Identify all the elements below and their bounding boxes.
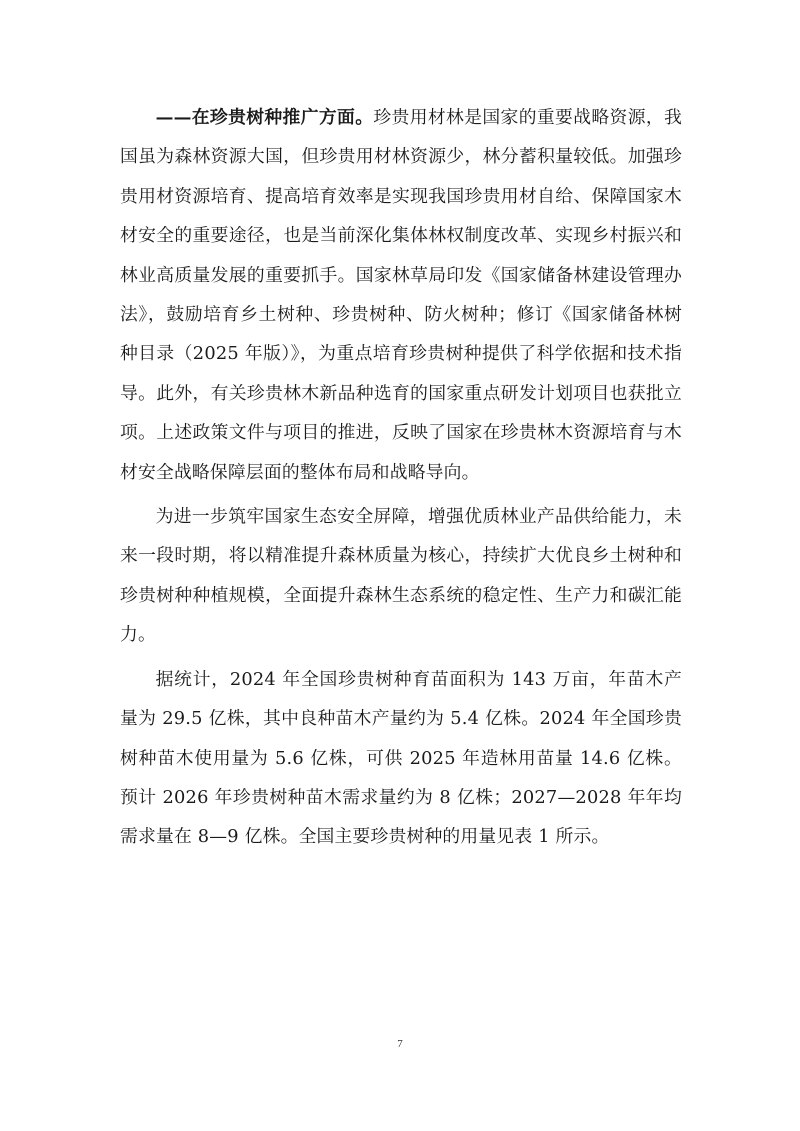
paragraph-text: 据统计，2024 年全国珍贵树种育苗面积为 143 万亩，年苗木产量为 29.5 亿株，其中良种苗木产量约为 5.4 亿株。2024 年全国珍贵树种苗木使用量为 5.6 亿株，可供 2025 年造林用苗量 14.6 亿株。预计 2026 年珍贵树种苗木需求量约为 8 亿株；2027—2028 年年均需求量在 8—9 亿株。全国主要珍贵树种的用量见表 1 所示。 bbox=[120, 668, 682, 848]
body-text bbox=[120, 98, 682, 857]
paragraph-precious-species bbox=[120, 98, 682, 492]
paragraph-heading: ——在珍贵树种推广方面。 bbox=[155, 107, 374, 128]
paragraph-statistics bbox=[120, 660, 682, 857]
page-number: 7 bbox=[397, 1038, 403, 1050]
paragraph-text: 珍贵用材林是国家的重要战略资源，我国虽为森林资源大国，但珍贵用材林资源少，林分蓄积量较低。加强珍贵用材资源培育、提高培育效率是实现我国珍贵用材自给、保障国家木材安全的重要途径，也是当前深化集体林权制度改革、实现乡村振兴和林业高质量发展的重要抓手。国家林草局印发《国家储备林建设管理办法》，鼓励培育乡土树种、珍贵树种、防火树种；修订《国家储备林树种目录（2025 年版）》，为重点培育珍贵树种提供了科学依据和技术指导。此外，有关珍贵林木新品种选育的国家重点研发计划项目也获批立项。上述政策文件与项目的推进，反映了国家在珍贵林木资源培育与木材安全战略保障层面的整体布局和战略导向。 bbox=[120, 107, 682, 483]
paragraph-text: 为进一步筑牢国家生态安全屏障，增强优质林业产品供给能力，未来一段时期，将以精准提升森林质量为核心，持续扩大优良乡土树种和珍贵树种种植规模，全面提升森林生态系统的稳定性、生产力和碳汇能力。 bbox=[120, 506, 682, 646]
paragraph-ecological-security bbox=[120, 497, 682, 655]
